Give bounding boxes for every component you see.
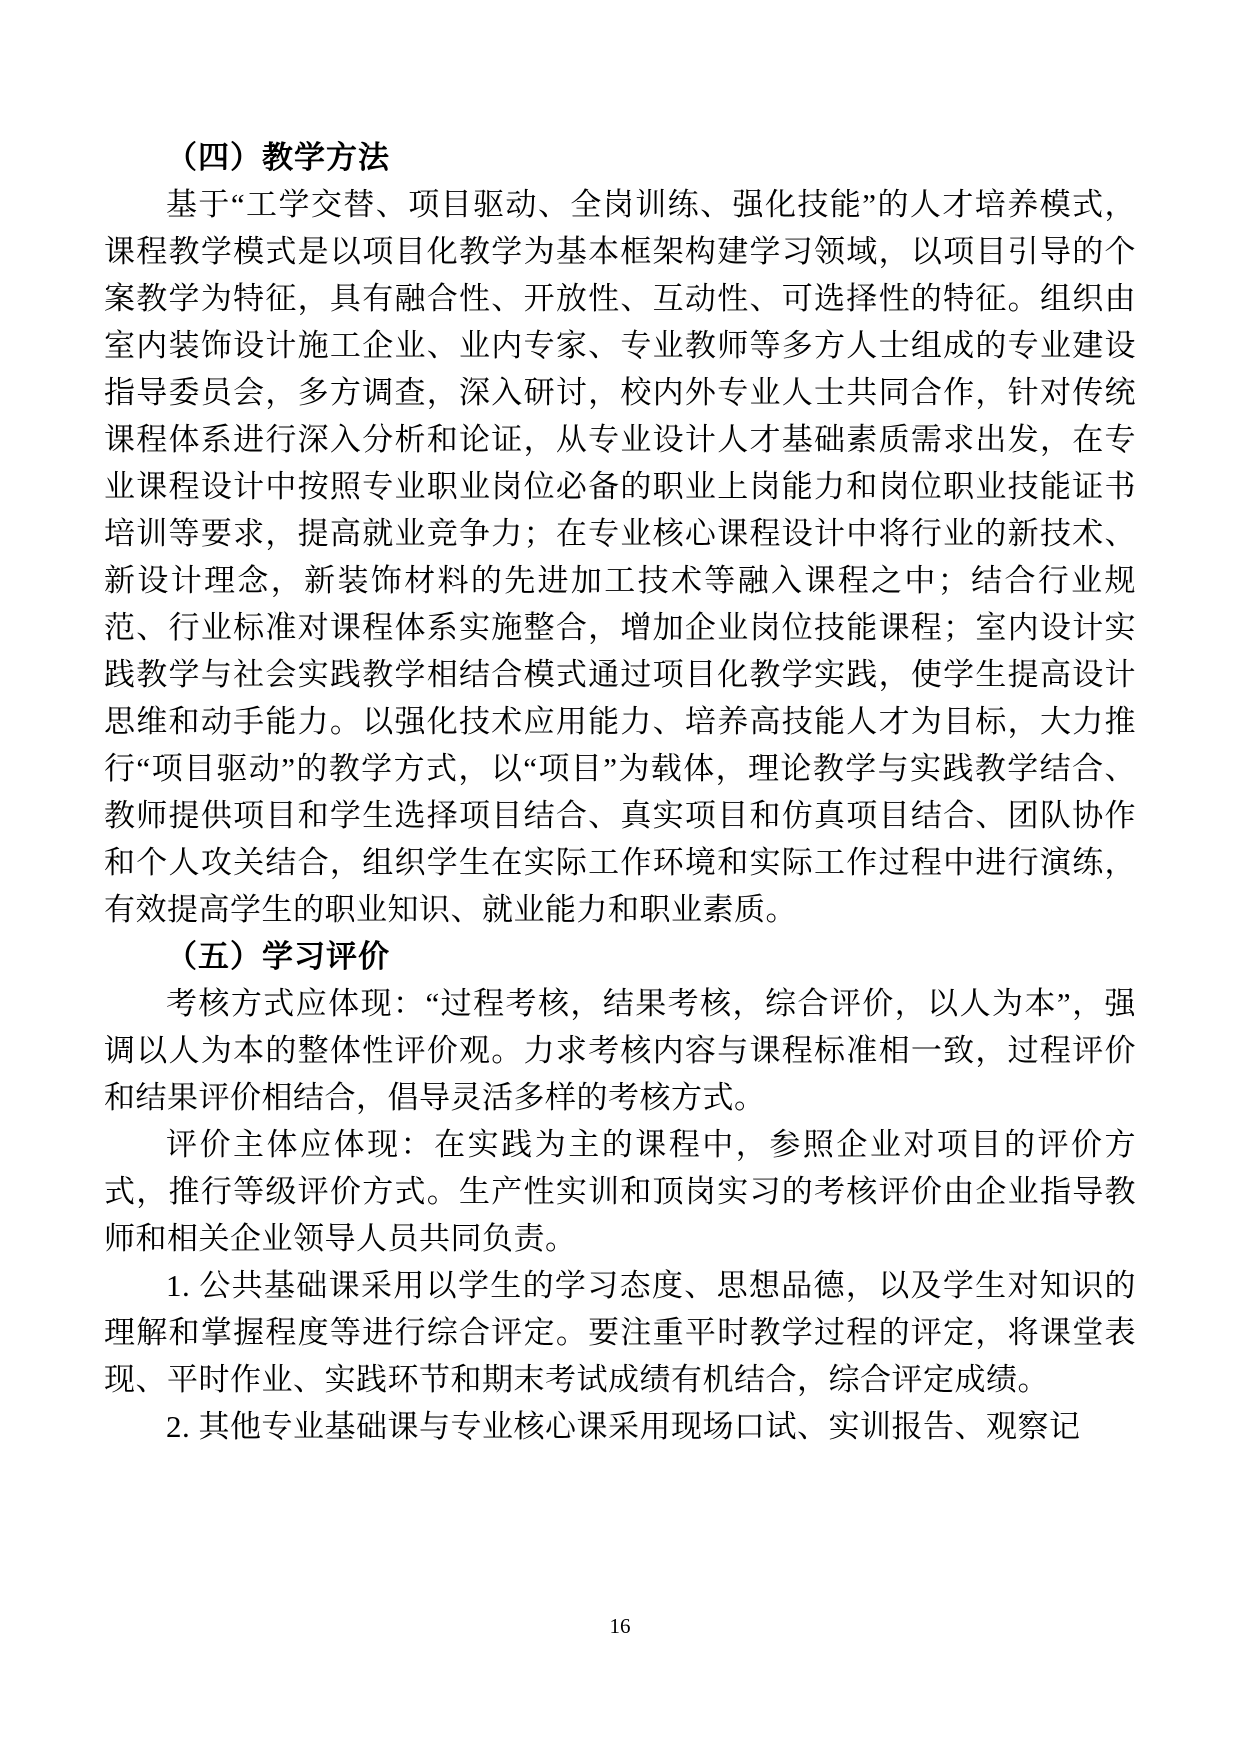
paragraph-teaching-methods: 基于“工学交替、项目驱动、全岗训练、强化技能”的人才培养模式，课程教学模式是以项目化教学为基本框架构建学习领域，以项目引导的个案教学为特征，具有融合性、开放性、互动性、可选择性的特征。组织由室内装饰设计施工企业、业内专家、专业教师等多方人士组成的专业建设指导委员会，多方调查，深入研讨，校内外专业人士共同合作，针对传统课程体系进行深入分析和论证，从专业设计人才基础素质需求出发，在专业课程设计中按照专业职业岗位必备的职业上岗能力和岗位职业技能证书培训等要求，提高就业竞争力；在专业核心课程设计中将行业的新技术、新设计理念，新装饰材料的先进加工技术等融入课程之中；结合行业规范、行业标准对课程体系实施整合，增加企业岗位技能课程；室内设计实践教学与社会实践教学相结合模式通过项目化教学实践，使学生提高设计思维和动手能力。以强化技术应用能力、培养高技能人才为目标，大力推行“项目驱动”的教学方式，以“项目”为载体，理论教学与实践教学结合、教师提供项目和学生选择项目结合、真实项目和仿真项目结合、团队协作和个人攻关结合，组织学生在实际工作环境和实际工作过程中进行演练，有效提高学生的职业知识、就业能力和职业素质。 [104, 187, 1136, 927]
page-number: 16 [609, 1614, 631, 1638]
section-heading-teaching-methods: （四）教学方法 [166, 140, 390, 175]
paragraph-assessment-method: 考核方式应体现：“过程考核，结果考核，综合评价，以人为本”，强调以人为本的整体性评价观。力求考核内容与课程标准相一致，过程评价和结果评价相结合，倡导灵活多样的考核方式。 [104, 986, 1136, 1115]
document-body [104, 134, 1136, 1450]
paragraph-item-1: 1. 公共基础课采用以学生的学习态度、思想品德，以及学生对知识的理解和掌握程度等进行综合评定。要注重平时教学过程的评定，将课堂表现、平时作业、实践环节和期末考试成绩有机结合，综合评定成绩。 [104, 1268, 1136, 1397]
paragraph-item-2: 2. 其他专业基础课与专业核心课采用现场口试、实训报告、观察记 [166, 1409, 1081, 1444]
section-heading-learning-evaluation: （五）学习评价 [166, 939, 390, 974]
paragraph-evaluation-subject: 评价主体应体现：在实践为主的课程中，参照企业对项目的评价方式，推行等级评价方式。生产性实训和顶岗实习的考核评价由企业指导教师和相关企业领导人员共同负责。 [104, 1127, 1136, 1256]
